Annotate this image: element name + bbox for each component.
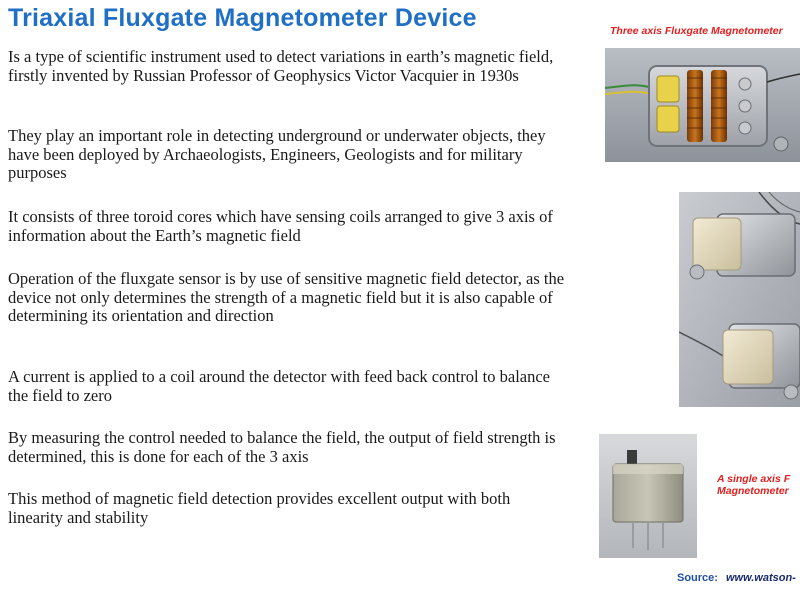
paragraph-1: Is a type of scientific instrument used to detect variations in earth’s magnetic field, firstly invented by Russian Professor of Geophysics Victor Vacquier in 1930s <box>8 47 554 85</box>
single-axis-caption-line1: A single axis F <box>717 473 791 485</box>
three-axis-caption: Three axis Fluxgate Magnetometer <box>610 25 783 37</box>
single-axis-caption-line2: Magnetometer <box>717 485 789 497</box>
three-axis-device-photo <box>605 48 800 162</box>
single-axis-caption <box>717 473 790 497</box>
source-label: Source: <box>677 572 718 584</box>
paragraph-3: It consists of three toroid cores which have sensing coils arranged to give 3 axis of information about the Earth’s magnetic field <box>8 207 553 245</box>
single-axis-device-image <box>599 434 697 558</box>
single-axis-device-photo <box>599 434 697 558</box>
source-url: www.watson- <box>725 572 796 584</box>
sensor-modules-image <box>679 192 800 407</box>
three-axis-device-image <box>605 48 800 162</box>
sensor-modules-photo <box>679 192 800 407</box>
slide-title: Triaxial Fluxgate Magnetometer Device <box>8 4 477 32</box>
paragraph-7: This method of magnetic field detection provides excellent output with both linearity and stability <box>8 489 511 527</box>
paragraph-6: By measuring the control needed to balance the field, the output of field strength is determined, this is done for each of the 3 axis <box>8 428 556 466</box>
paragraph-4: Operation of the fluxgate sensor is by use of sensitive magnetic field detector, as the device not only determines the strength of a magnetic field but it is also capable of determining its orientation and direction <box>8 269 565 325</box>
paragraph-5: A current is applied to a coil around the detector with feed back control to balance the field to zero <box>8 367 551 405</box>
paragraph-2: They play an important role in detecting underground or underwater objects, they have been deployed by Archaeologists, Engineers, Geologists and for military purposes <box>8 126 546 182</box>
source-credit <box>677 572 796 584</box>
